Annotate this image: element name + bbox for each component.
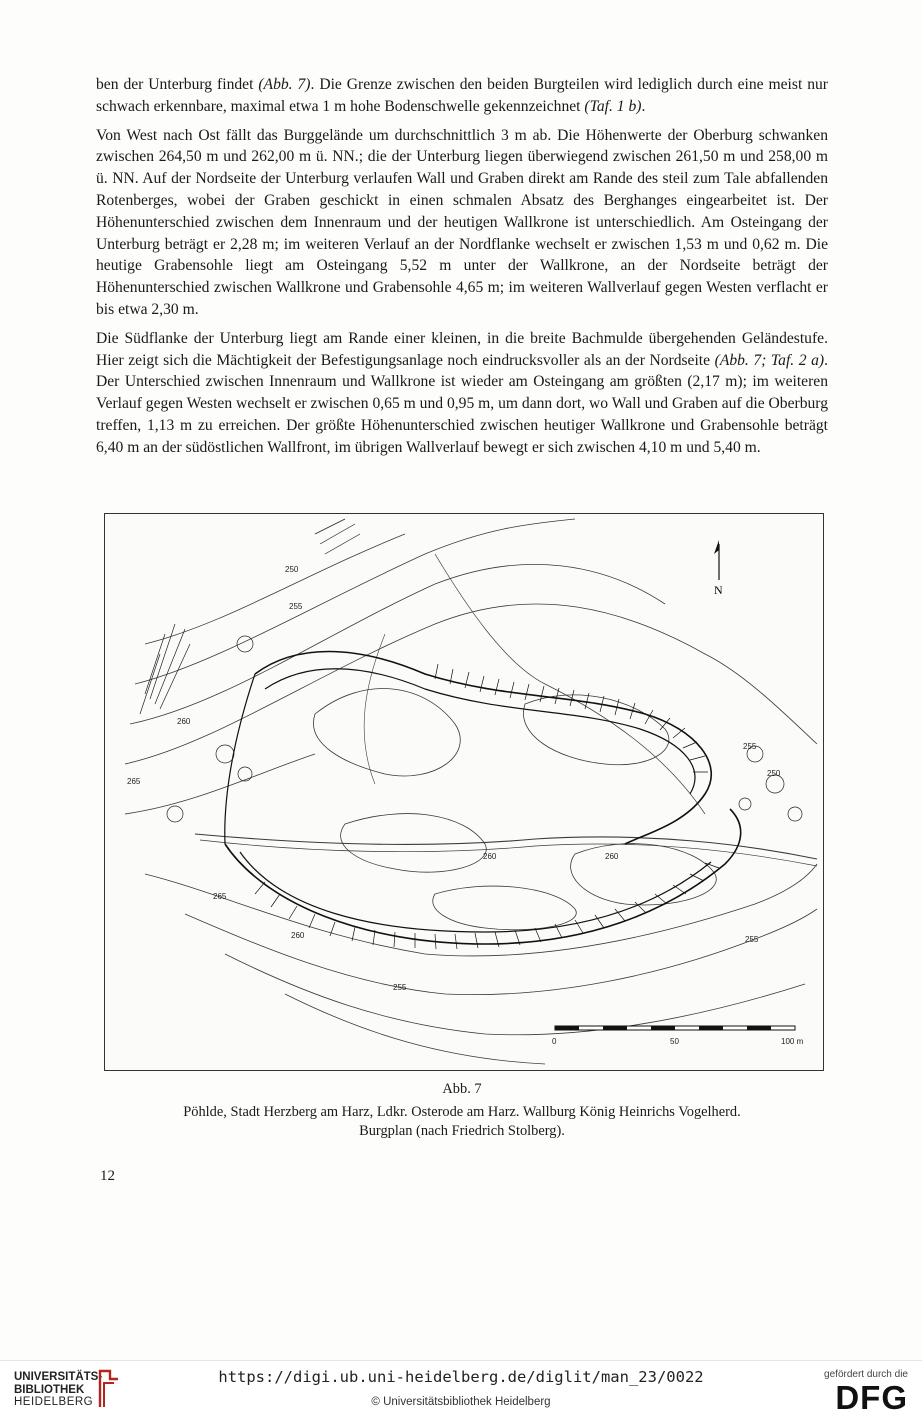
scale-label: 50: [670, 1037, 679, 1046]
north-label: N: [714, 583, 723, 597]
contour-labels: [127, 565, 781, 992]
site-plan-map: [105, 514, 822, 1069]
contour-label: 255: [745, 935, 759, 944]
library-name-line: BIBLIOTHEK: [14, 1383, 85, 1396]
contour-line: [313, 689, 460, 776]
contour-line: [135, 519, 575, 684]
contour-label: 260: [177, 717, 191, 726]
funding-note: gefördert durch die: [824, 1369, 908, 1380]
page-number: 12: [100, 1168, 115, 1184]
copyright-text: © Universitätsbibliothek Heidelberg: [371, 1396, 551, 1408]
scale-label: 0: [552, 1037, 557, 1046]
figure-caption: [96, 1103, 828, 1141]
contour-label: 260: [605, 852, 619, 861]
contour-line: [285, 994, 545, 1064]
scale-bar: [552, 1026, 804, 1046]
figure-burgplan: [104, 513, 824, 1071]
viewer-footer: [0, 1360, 922, 1421]
contour-line: [433, 886, 577, 930]
reference-text: (Abb. 7; Taf. 2 a): [714, 351, 825, 369]
reference-text: (Abb. 7): [258, 76, 311, 93]
contour-line: [185, 909, 817, 995]
text-run: Von West nach Ost fällt das Burggelände um durchschnittlich 3 m ab. Die Höhenwerte der Oberburg schwanken zwischen 264,50 m und 262,00 m ü. NN.; die der Unterburg liegen überwiegend zwischen 261,50 m und 258,00 m ü. NN. Auf der Nordseite der Unterburg verlaufen Wall und Graben direkt am Rande des steil zum Tale abfallenden Rotenberges, wobei der Graben geschickt in einen schmalen Absatz des Berghanges eingearbeitet ist. Der Höhenunterschied zwischen dem Innenraum und der heutigen Wallkrone ist unterschiedlich. Am Osteingang der Unterburg beträgt er 2,28 m; im weiteren Verlauf an der Nordflanke wechselt er zwischen 1,53 m und 0,62 m. Die heutige Grabensohle liegt am Osteingang 5,52 m unter der Wallkrone, an der Nordseite beträgt der Höhenunterschied zwischen Wallkrone und Grabensohle 4,65 m; im weiteren Wallverlauf gegen Westen verflacht er bis etwa 2,30 m.: [96, 126, 828, 318]
vegetation: [140, 519, 802, 822]
caption-line: Burgplan (nach Friedrich Stolberg).: [359, 1123, 565, 1139]
contour-label: 255: [393, 983, 407, 992]
dfg-logo[interactable]: DFG: [835, 1379, 908, 1416]
paragraph: [96, 125, 828, 321]
text-run: ben der Unterburg findet: [96, 76, 259, 93]
text-run: .: [641, 97, 646, 115]
rampart: [225, 652, 741, 945]
paragraph: [96, 328, 828, 459]
contour-label: 260: [291, 931, 305, 940]
library-name-line: UNIVERSITÄTS-: [14, 1371, 103, 1383]
contour-line: [125, 604, 817, 764]
contour-label: 265: [127, 777, 141, 786]
body-text: [96, 74, 828, 466]
contour-label: 255: [743, 742, 757, 751]
caption-line: Pöhlde, Stadt Herzberg am Harz, Ldkr. Osterode am Harz. Wallburg König Heinrichs Vogelherd.: [183, 1104, 741, 1120]
north-arrow: [714, 540, 723, 597]
reference-text: (Taf. 1 b): [584, 97, 642, 115]
contour-line: [225, 954, 805, 1035]
contour-label: 260: [483, 852, 497, 861]
path-line: [435, 554, 705, 814]
contour-label: 265: [213, 892, 227, 901]
paragraph: [96, 74, 828, 118]
scale-label: 100 m: [781, 1037, 804, 1046]
path-line: [195, 834, 817, 859]
contour-line: [523, 695, 668, 765]
contour-line: [130, 564, 665, 724]
permalink-url[interactable]: https://digi.ub.uni-heidelberg.de/diglit/man_23/0022: [218, 1368, 704, 1386]
figure-caption-number: Abb. 7: [442, 1081, 482, 1097]
text-run: . Die Grenze zwischen den beiden Burgteilen wird lediglich durch eine meist nur schwach erkennbare, maximal etwa 1 m hohe Bodenschwelle gekennzeichnet: [96, 76, 828, 115]
contour-label: 250: [767, 769, 781, 778]
contour-label: 255: [289, 602, 303, 611]
library-name-line: HEIDELBERG: [14, 1396, 94, 1408]
text-run: Die Südflanke der Unterburg liegt am Rande einer kleinen, in die breite Bachmulde übergehenden Geländestufe. Hier zeigt sich die Mächtigkeit der Befestigungsanlage noch eindrucksvoller als an der Nordseite: [96, 329, 828, 369]
contour-label: 250: [285, 565, 299, 574]
contour-line: [125, 754, 315, 814]
text-run: . Der Unterschied zwischen Innenraum und Wallkrone ist wieder am Osteingang am größten (2,17 m); im weiteren Verlauf gegen Westen wechselt er zwischen 0,65 m und 0,95 m, um dann dort, wo Wall und Graben auf die Oberburg treffen, 1,13 m zu erreichen. Der größte Höhenunterschied zwischen heutiger Wallkrone und Grabensohle beträgt 6,40 m an der südöstlichen Wallfront, im übrigen Wallverlauf bewegt er sich zwischen 4,10 m und 5,40 m.: [96, 351, 828, 456]
